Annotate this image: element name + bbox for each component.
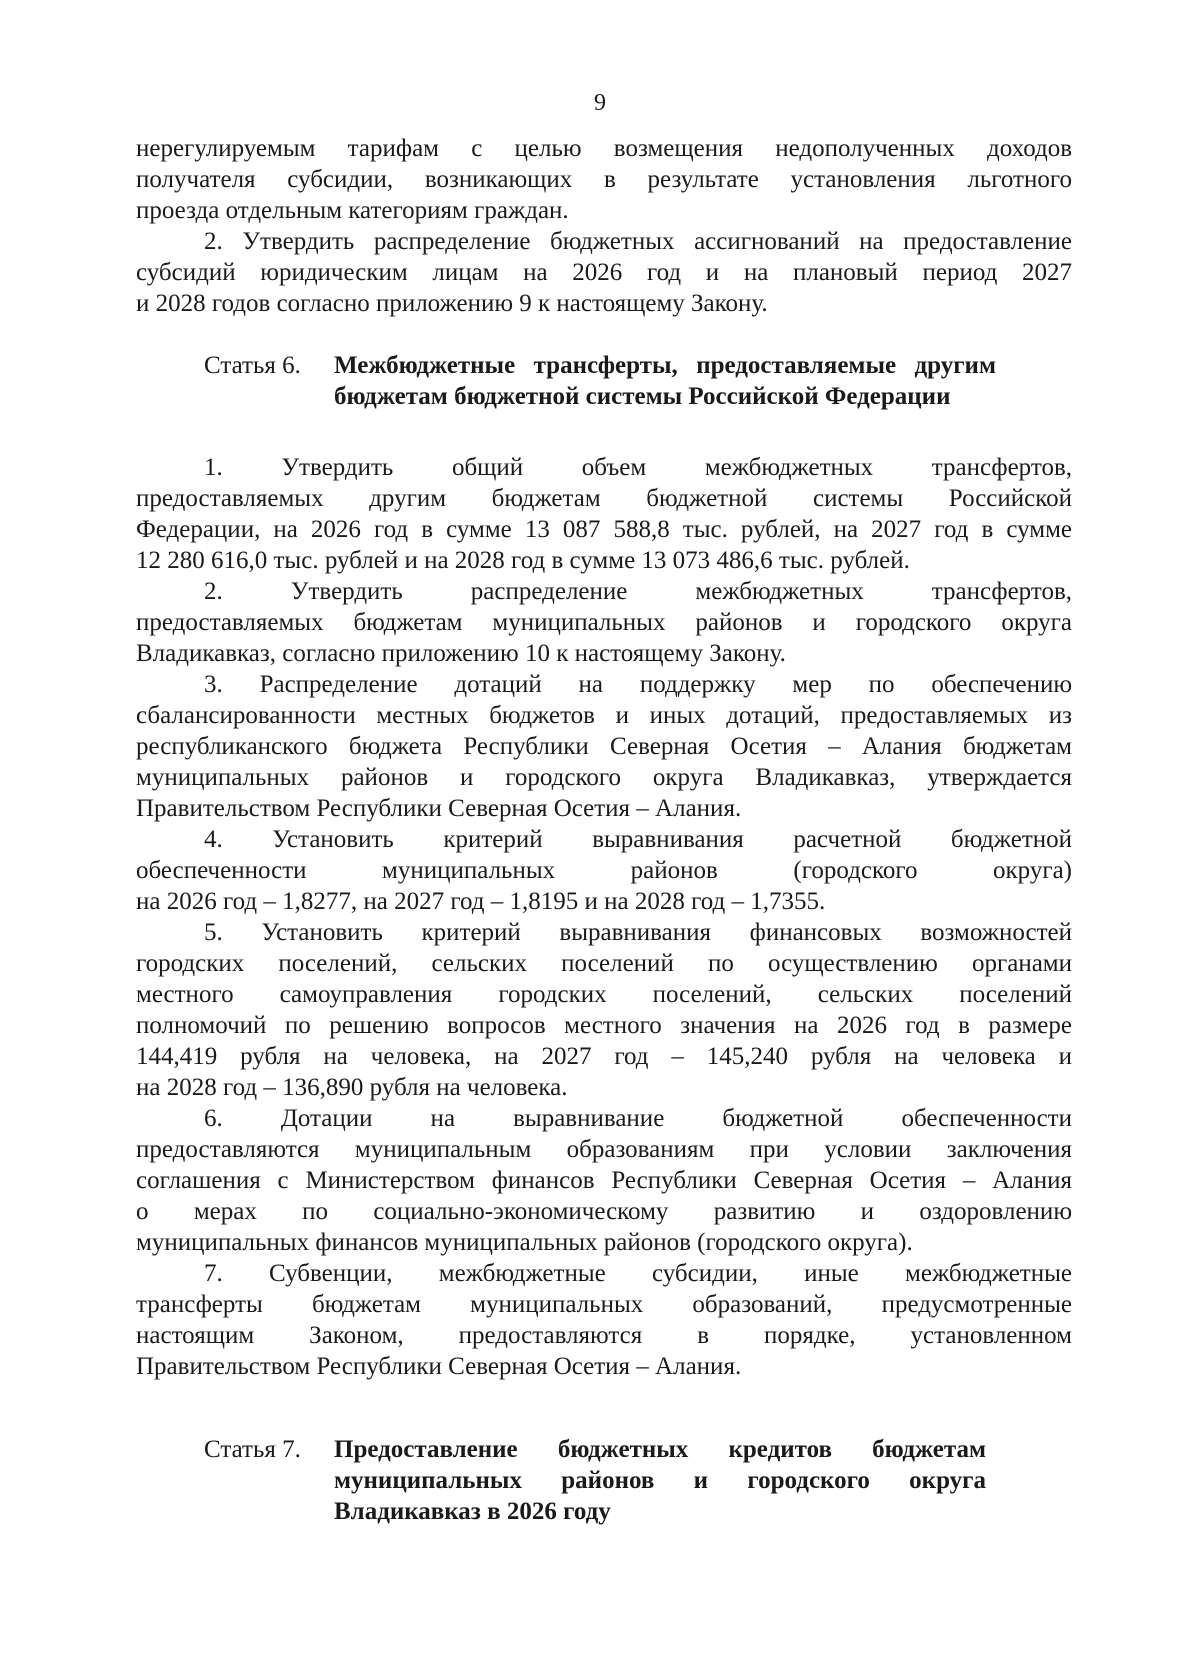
- paragraph-6: [136, 1103, 1072, 1258]
- text-line: 2. Утвердить распределение бюджетных ассигнований на предоставление: [204, 228, 1072, 255]
- article-title-line: Межбюджетные трансферты, предоставляемые другим: [334, 352, 996, 379]
- text-line: предоставляемых другим бюджетам бюджетной системы Российской: [136, 485, 1072, 512]
- article-title: [334, 1434, 986, 1527]
- text-line: трансферты бюджетам муниципальных образований, предусмотренные: [136, 1291, 1072, 1318]
- text-line: Правительством Республики Северная Осетия – Алания.: [136, 795, 742, 822]
- text-line: 144,419 рубля на человека, на 2027 год – 145,240 рубля на человека и: [136, 1043, 1072, 1070]
- text-line: муниципальных финансов муниципальных районов (городского округа).: [136, 1229, 913, 1256]
- text-line: Владикавказ, согласно приложению 10 к настоящему Закону.: [136, 640, 786, 667]
- text-line: 1. Утвердить общий объем межбюджетных трансфертов,: [204, 454, 1072, 481]
- article-title: [334, 350, 996, 412]
- text-line: 7. Субвенции, межбюджетные субсидии, иные межбюджетные: [204, 1260, 1072, 1287]
- text-line: на 2028 год – 136,890 рубля на человека.: [136, 1074, 568, 1101]
- text-line: и 2028 годов согласно приложению 9 к настоящему Закону.: [136, 290, 768, 317]
- text-line: соглашения с Министерством финансов Республики Северная Осетия – Алания: [136, 1167, 1072, 1194]
- text-line: обеспеченности муниципальных районов (городского округа): [136, 857, 1072, 884]
- page-number: 9: [594, 90, 606, 116]
- text-line: Правительством Республики Северная Осетия – Алания.: [136, 1353, 742, 1380]
- text-line: предоставляются муниципальным образованиям при условии заключения: [136, 1136, 1072, 1163]
- text-line: нерегулируемым тарифам с целью возмещения недополученных доходов: [136, 135, 1072, 162]
- paragraph-7: [136, 1258, 1072, 1382]
- text-line: получателя субсидии, возникающих в результате установления льготного: [136, 166, 1072, 193]
- text-line: проезда отдельным категориям граждан.: [136, 197, 569, 224]
- text-line: 2. Утвердить распределение межбюджетных трансфертов,: [204, 578, 1072, 605]
- paragraph-2: [136, 576, 1072, 669]
- text-line: Федерации, на 2026 год в сумме 13 087 588,8 тыс. рублей, на 2027 год в сумме: [136, 516, 1072, 543]
- text-line: полномочий по решению вопросов местного значения на 2026 год в размере: [136, 1012, 1072, 1039]
- paragraph-4: [136, 824, 1072, 917]
- article-title-line: бюджетам бюджетной системы Российской Федерации: [334, 383, 951, 410]
- text-line: местного самоуправления городских поселений, сельских поселений: [136, 981, 1072, 1008]
- article-title-line: Предоставление бюджетных кредитов бюджетам: [334, 1436, 986, 1463]
- text-line: республиканского бюджета Республики Северная Осетия – Алания бюджетам: [136, 733, 1072, 760]
- article-title-line: Владикавказ в 2026 году: [334, 1498, 611, 1525]
- text-line: 4. Установить критерий выравнивания расчетной бюджетной: [204, 826, 1072, 853]
- text-line: сбалансированности местных бюджетов и иных дотаций, предоставляемых из: [136, 702, 1072, 729]
- paragraph-3: [136, 669, 1072, 824]
- text-line: субсидий юридическим лицам на 2026 год и на плановый период 2027: [136, 259, 1072, 286]
- paragraph-1: [136, 452, 1072, 576]
- text-line: городских поселений, сельских поселений по осуществлению органами: [136, 950, 1072, 977]
- text-line: о мерах по социально-экономическому развитию и оздоровлению: [136, 1198, 1072, 1225]
- text-line: муниципальных районов и городского округа Владикавказ, утверждается: [136, 764, 1072, 791]
- article-label: Статья 7.: [204, 1436, 301, 1463]
- text-line: 12 280 616,0 тыс. рублей и на 2028 год в сумме 13 073 486,6 тыс. рублей.: [136, 547, 910, 574]
- text-line: 5. Установить критерий выравнивания финансовых возможностей: [204, 919, 1072, 946]
- article-title-line: муниципальных районов и городского округа: [334, 1467, 986, 1494]
- paragraph-5: [136, 917, 1072, 1103]
- text-line: 3. Распределение дотаций на поддержку мер по обеспечению: [204, 671, 1072, 698]
- text-line: предоставляемых бюджетам муниципальных районов и городского округа: [136, 609, 1072, 636]
- text-line: на 2026 год – 1,8277, на 2027 год – 1,8195 и на 2028 год – 1,7355.: [136, 888, 826, 915]
- text-line: настоящим Законом, предоставляются в порядке, установленном: [136, 1322, 1072, 1349]
- article-label: Статья 6.: [204, 352, 301, 379]
- article-6-body: [136, 452, 1072, 1382]
- intro-paragraph: [136, 133, 1072, 319]
- text-line: 6. Дотации на выравнивание бюджетной обеспеченности: [204, 1105, 1072, 1132]
